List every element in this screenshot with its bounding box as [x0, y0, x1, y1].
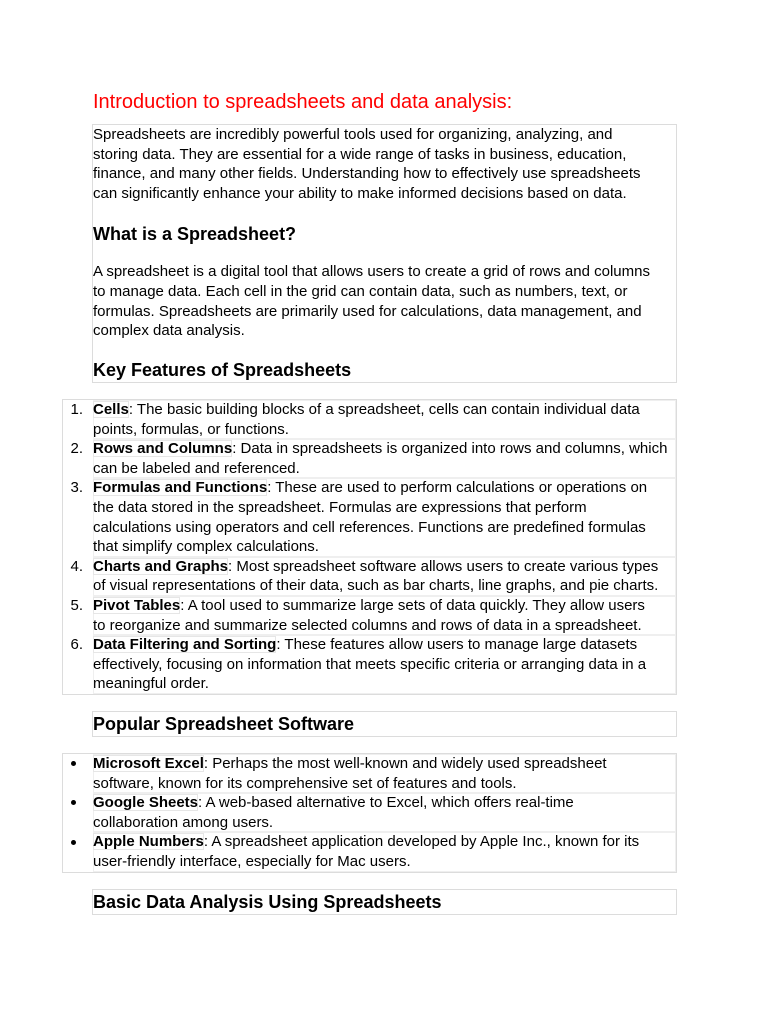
feature-term: Rows and Columns — [93, 440, 233, 458]
analysis-heading-box — [92, 889, 677, 915]
list-item-body — [93, 478, 676, 556]
software-term: Apple Numbers — [93, 833, 204, 851]
list-item-line — [93, 596, 676, 616]
software-list-box — [62, 753, 677, 873]
software-list — [63, 754, 676, 872]
list-item-line — [93, 832, 676, 852]
list-item-line: can be labeled and referenced. — [93, 459, 300, 477]
list-item-line: effectively, focusing on information that meets specific criteria or arranging data in a — [93, 655, 647, 673]
paragraph-line: complex data analysis. — [93, 322, 245, 340]
feature-term: Cells — [93, 401, 129, 418]
list-item — [63, 635, 676, 694]
feature-term: Data Filtering and Sorting — [93, 636, 277, 654]
list-item-line: the data stored in the spreadsheet. Formulas are expressions that perform — [93, 498, 587, 516]
popular-software-heading: Popular Spreadsheet Software — [93, 714, 355, 734]
list-item-line: points, formulas, or functions. — [93, 420, 289, 438]
list-item-line: meaningful order. — [93, 675, 209, 693]
list-item-line: of visual representations of their data, such as bar charts, line graphs, and pie charts. — [93, 577, 659, 595]
list-number: 5. — [70, 596, 83, 614]
list-number: 6. — [70, 636, 83, 654]
list-item — [63, 832, 676, 871]
list-item-body — [93, 635, 676, 694]
paragraph-line: A spreadsheet is a digital tool that allows users to create a grid of rows and columns — [93, 263, 650, 281]
list-item-line — [93, 793, 676, 813]
list-item-body — [93, 439, 676, 478]
list-item-line — [93, 635, 676, 655]
list-item-line: that simplify complex calculations. — [93, 538, 319, 556]
list-number: 1. — [70, 401, 83, 418]
list-item-line: to reorganize and summarize selected columns and rows of data in a spreadsheet. — [93, 616, 642, 634]
paragraph-line: Spreadsheets are incredibly powerful tools used for organizing, analyzing, and — [93, 126, 613, 143]
list-item-line — [93, 400, 676, 420]
list-item-line — [93, 557, 676, 577]
list-item — [63, 439, 676, 478]
list-item-body — [93, 754, 676, 793]
list-item-line — [93, 439, 676, 459]
key-features-list — [63, 400, 676, 694]
what-is-spreadsheet-heading: What is a Spreadsheet? — [93, 224, 297, 245]
software-term: Google Sheets — [93, 794, 199, 812]
list-item — [63, 793, 676, 832]
list-item-line — [93, 478, 676, 498]
key-features-list-box — [62, 399, 677, 695]
bullet-icon — [71, 761, 76, 766]
software-heading-box — [92, 711, 677, 737]
paragraph-line: to manage data. Each cell in the grid can contain data, such as numbers, text, or — [93, 282, 628, 300]
software-description: : A spreadsheet application developed by Apple Inc., known for its — [203, 833, 640, 851]
paragraph-line: can significantly enhance your ability to make informed decisions based on data. — [93, 184, 627, 202]
bullet-icon — [71, 800, 76, 805]
list-item-body — [93, 793, 676, 832]
what-is-spreadsheet-paragraph — [93, 262, 676, 340]
feature-term: Formulas and Functions — [93, 479, 268, 497]
list-item — [63, 754, 676, 793]
list-item — [63, 478, 676, 556]
document-title: Introduction to spreadsheets and data analysis: — [93, 91, 513, 113]
list-item-body — [93, 557, 676, 596]
list-item-line: calculations using operators and cell references. Functions are predefined formulas — [93, 518, 646, 536]
bullet-icon — [71, 840, 76, 845]
list-number: 4. — [70, 557, 83, 575]
feature-description: : Most spreadsheet software allows users to create various types — [228, 557, 659, 575]
list-item-body — [93, 400, 676, 439]
feature-description: : The basic building blocks of a spreadsheet, cells can contain individual data — [128, 401, 640, 418]
software-description: : A web-based alternative to Excel, which offers real-time — [198, 794, 574, 812]
software-description: : Perhaps the most well-known and widely used spreadsheet — [203, 755, 607, 772]
feature-description: : A tool used to summarize large sets of data quickly. They allow users — [180, 596, 645, 614]
paragraph-line: formulas. Spreadsheets are primarily used for calculations, data management, and — [93, 302, 642, 320]
list-item — [63, 596, 676, 635]
intro-paragraph — [93, 125, 676, 203]
feature-description: : These are used to perform calculations or operations on — [267, 479, 648, 497]
list-item — [63, 400, 676, 439]
list-number: 3. — [70, 479, 83, 497]
feature-description: : Data in spreadsheets is organized into rows and columns, which — [232, 440, 668, 458]
list-item — [63, 557, 676, 596]
software-term: Microsoft Excel — [93, 755, 204, 772]
paragraph-line: finance, and many other fields. Understanding how to effectively use spreadsheets — [93, 165, 641, 183]
list-item-body — [93, 596, 676, 635]
list-item-line: collaboration among users. — [93, 813, 274, 831]
key-features-heading: Key Features of Spreadsheets — [93, 359, 352, 380]
list-number: 2. — [70, 440, 83, 458]
list-item-line: user-friendly interface, especially for Mac users. — [93, 852, 411, 870]
feature-term: Charts and Graphs — [93, 557, 229, 575]
feature-description: : These features allow users to manage large datasets — [276, 636, 638, 654]
list-item-line — [93, 754, 676, 774]
paragraph-line: storing data. They are essential for a wide range of tasks in business, education, — [93, 145, 627, 163]
intro-section — [92, 124, 677, 383]
basic-data-analysis-heading: Basic Data Analysis Using Spreadsheets — [93, 892, 442, 912]
list-item-line: software, known for its comprehensive set of features and tools. — [93, 774, 517, 792]
feature-term: Pivot Tables — [93, 596, 181, 614]
list-item-body — [93, 832, 676, 871]
